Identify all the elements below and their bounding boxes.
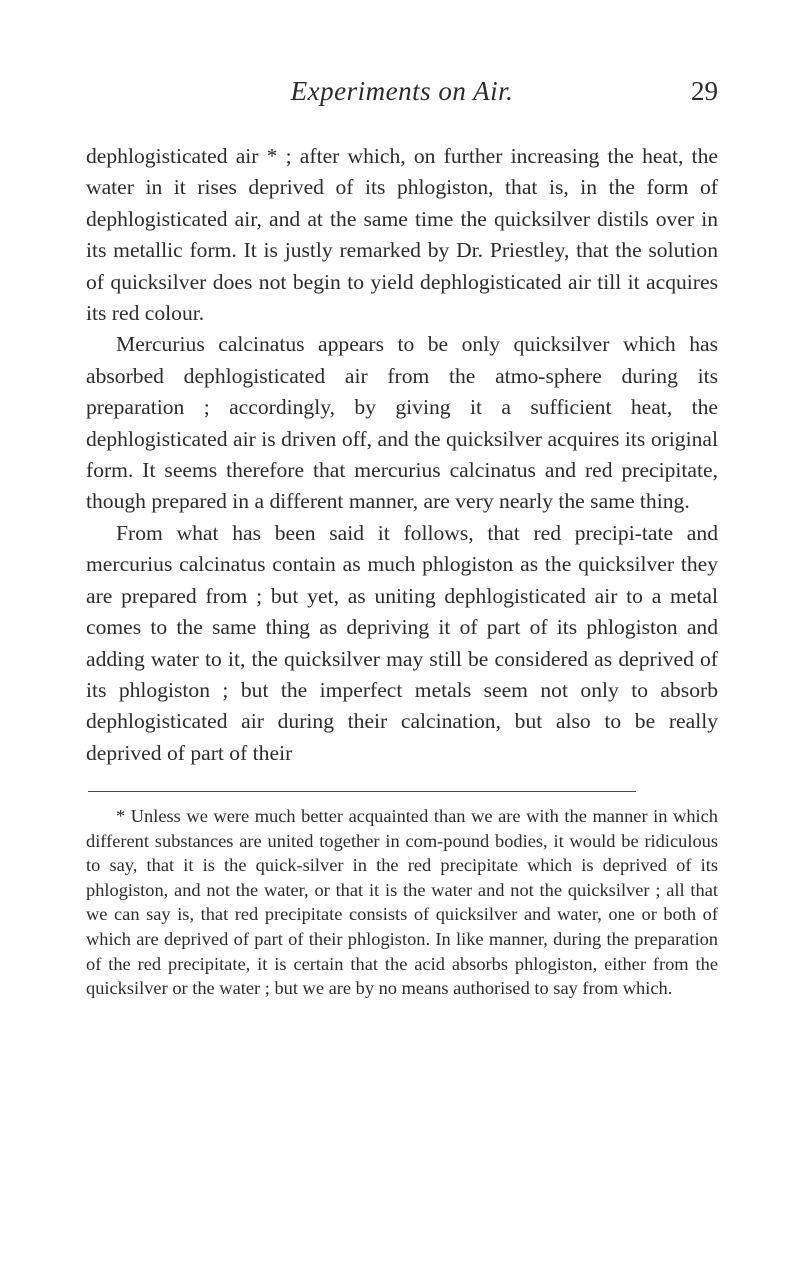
paragraph: dephlogisticated air * ; after which, on further increasing the heat, the water in it rises deprived of its phlogiston, that is, in the form of dephlogisticated air, and at the same time the quicksilver distils over in its metallic form. It is justly remarked by Dr. Priestley, that the solution of quicksilver does not begin to yield dephlogisticated air till it acquires its red colour. xyxy=(86,144,718,326)
main-text xyxy=(86,141,718,769)
paragraph: Mercurius calcinatus appears to be only quicksilver which has absorbed dephlogisticated air from the atmo-sphere during its preparation ; accordingly, by giving it a sufficient heat, the dephlogisticated air is driven off, and the quicksilver acquires its original form. It seems therefore that mercurius calcinatus and red precipitate, though prepared in a different manner, are very nearly the same thing. xyxy=(86,332,718,514)
footnote-divider xyxy=(88,791,636,792)
paragraph: From what has been said it follows, that red precipi-tate and mercurius calcinatus contain as much phlogiston as the quicksilver they are prepared from ; but yet, as uniting dephlogisticated air to a metal comes to the same thing as depriving it of part of its phlogiston and adding water to it, the quicksilver may still be considered as deprived of its phlogiston ; but the imperfect metals seem not only to absorb dephlogisticated air during their calcination, but also to be really deprived of part of their xyxy=(86,520,718,765)
footnote xyxy=(86,804,718,1001)
running-title: Experiments on Air. xyxy=(290,76,514,106)
page-header xyxy=(86,76,718,116)
footnote-text: * Unless we were much better acquainted than we are with the manner in which different substances are united together in com-pound bodies, it would be ridiculous to say, that it is the quick-silver in the red precipitate which is deprived of its phlogiston, and not the water, or that it is the water and not the quicksilver ; all that we can say is, that red precipitate consists of quicksilver and water, one or both of which are deprived of part of their phlogiston. In like manner, during the preparation of the red precipitate, it is certain that the acid absorbs phlogiston, either from the quicksilver or the water ; but we are by no means authorised to say from which. xyxy=(86,806,718,999)
page-number: 29 xyxy=(691,76,718,106)
